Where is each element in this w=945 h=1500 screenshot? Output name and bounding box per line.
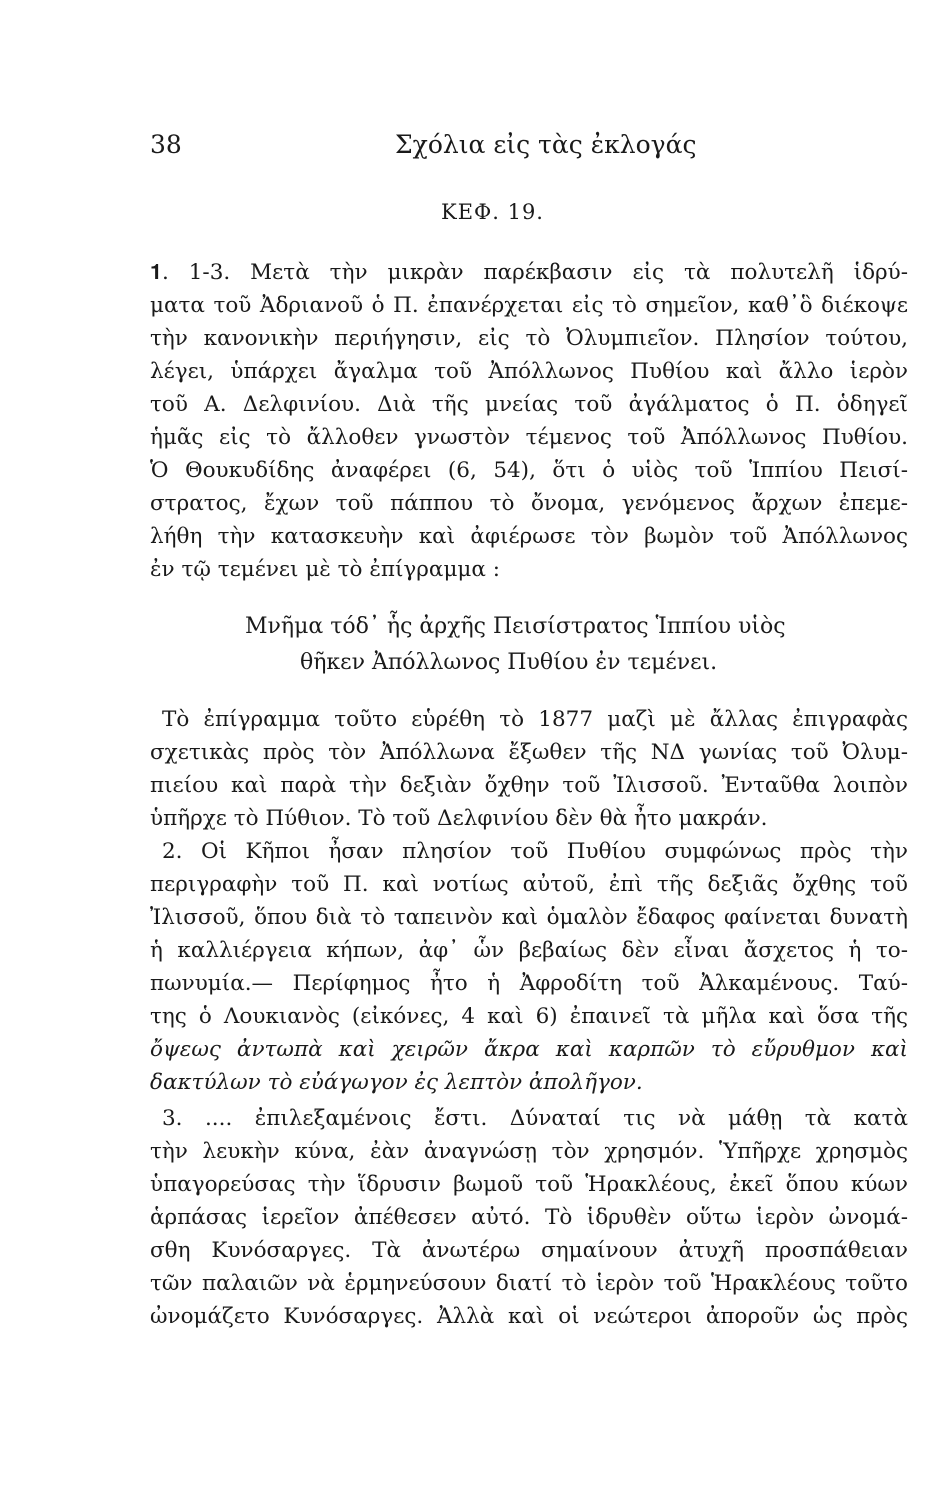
text-line: πωνυμία.— Περίφημος ἦτο ἡ Ἀφροδίτη τοῦ Ἀλκαμένους. Ταύ-: [150, 971, 908, 996]
text-line: τὴν λευκὴν κύνα, ἐὰν ἀναγνώσῃ τὸν χρησμόν. Ὑπῆρχε χρησμὸς: [150, 1139, 908, 1164]
text-line: ὑπαγορεύσας τὴν ἵδρυσιν βωμοῦ τοῦ Ἡρακλέους, ἐκεῖ ὅπου κύων: [150, 1172, 908, 1197]
text-line: 𝟏. 1-3. Μετὰ τὴν μικρὰν παρέκβασιν εἰς τὰ πολυτελῆ ἱδρύ-: [150, 260, 908, 285]
verse-line: θῆκεν Ἀπόλλωνος Πυθίου ἐν τεμένει.: [300, 650, 718, 675]
text-line: ἁρπάσας ἱερεῖον ἀπέθεσεν αὐτό. Τὸ ἱδρυθὲν οὕτω ἱερὸν ὠνομά-: [150, 1205, 908, 1230]
verse-line: Μνῆμα τόδ᾽ ἧς ἀρχῆς Πεισίστρατος Ἱππίου υἱὸς: [245, 614, 786, 639]
text-line: Ὁ Θουκυδίδης ἀναφέρει (6, 54), ὅτι ὁ υἱὸς τοῦ Ἱππίου Πεισί-: [150, 458, 908, 483]
text-line: της ὁ Λουκιανὸς (εἰκόνες, 4 καὶ 6) ἐπαινεῖ τὰ μῆλα καὶ ὅσα τῆς: [150, 1004, 908, 1029]
text-line: λέγει, ὑπάρχει ἄγαλμα τοῦ Ἀπόλλωνος Πυθίου καὶ ἄλλο ἱερὸν: [150, 359, 908, 384]
text-line: ματα τοῦ Ἀδριανοῦ ὁ Π. ἐπανέρχεται εἰς τὸ σημεῖον, καθ᾽ὃ διέκοψε: [150, 293, 908, 318]
chapter-heading: ΚΕΦ. 19.: [441, 200, 544, 224]
text-line: σθη Κυνόσαργες. Τὰ ἀνωτέρω σημαίνουν ἀτυχῆ προσπάθειαν: [150, 1238, 908, 1263]
text-line: Ἰλισσοῦ, ὅπου διὰ τὸ ταπεινὸν καὶ ὁμαλὸν ἔδαφος φαίνεται δυνατὴ: [150, 905, 908, 930]
text-line: πιείου καὶ παρὰ τὴν δεξιὰν ὄχθην τοῦ Ἰλισσοῦ. Ἐνταῦθα λοιπὸν: [150, 773, 908, 798]
text-line: Τὸ ἐπίγραμμα τοῦτο εὑρέθη τὸ 1877 μαζὶ μὲ ἄλλας ἐπιγραφὰς: [162, 707, 908, 732]
text-line: λήθη τὴν κατασκευὴν καὶ ἀφιέρωσε τὸν βωμὸν τοῦ Ἀπόλλωνος: [150, 524, 908, 549]
text-line: 3. .... ἐπιλεξαμένοις ἔστι. Δύναταί τις νὰ μάθῃ τὰ κατὰ: [162, 1106, 908, 1131]
text-line: 2. Οἱ Κῆποι ἦσαν πλησίον τοῦ Πυθίου συμφώνως πρὸς τὴν: [162, 839, 908, 864]
text-line-italic: δακτύλων τὸ εὐάγωγον ἐς λεπτὸν ἀπολῆγον.: [150, 1070, 643, 1095]
text-line: ἡ καλλιέργεια κήπων, ἀφ᾽ ὧν βεβαίως δὲν εἶναι ἄσχετος ἡ το-: [150, 938, 908, 963]
text-line: στρατος, ἔχων τοῦ πάππου τὸ ὄνομα, γενόμενος ἄρχων ἐπεμε-: [150, 491, 908, 516]
text-line: ὠνομάζετο Κυνόσαργες. Ἀλλὰ καὶ οἱ νεώτεροι ἀποροῦν ὡς πρὸς: [150, 1304, 908, 1329]
text-line: ὑπῆρχε τὸ Πύθιον. Τὸ τοῦ Δελφινίου δὲν θὰ ἦτο μακράν.: [150, 806, 768, 831]
text-line: σχετικὰς πρὸς τὸν Ἀπόλλωνα ἔξωθεν τῆς ΝΔ γωνίας τοῦ Ὀλυμ-: [150, 740, 908, 765]
running-title: Σχόλια εἰς τὰς ἐκλογάς: [395, 130, 697, 159]
text-line: ἡμᾶς εἰς τὸ ἄλλοθεν γνωστὸν τέμενος τοῦ Ἀπόλλωνος Πυθίου.: [150, 425, 908, 450]
page-number: 38: [150, 130, 182, 159]
text-line-italic: ὄψεως ἀντωπὰ καὶ χειρῶν ἄκρα καὶ καρπῶν τὸ εὔρυθμον καὶ: [150, 1037, 908, 1062]
text-line: τὴν κανονικὴν περιήγησιν, εἰς τὸ Ὀλυμπιεῖον. Πλησίον τούτου,: [150, 326, 908, 351]
text-line: ἐν τῷ τεμένει μὲ τὸ ἐπίγραμμα :: [150, 557, 500, 582]
text-line: περιγραφὴν τοῦ Π. καὶ νοτίως αὐτοῦ, ἐπὶ τῆς δεξιᾶς ὄχθης τοῦ: [150, 872, 908, 897]
text-line: τῶν παλαιῶν νὰ ἑρμηνεύσουν διατί τὸ ἱερὸν τοῦ Ἡρακλέους τοῦτο: [150, 1271, 908, 1296]
text-line: τοῦ Α. Δελφινίου. Διὰ τῆς μνείας τοῦ ἀγάλματος ὁ Π. ὁδηγεῖ: [150, 392, 908, 417]
